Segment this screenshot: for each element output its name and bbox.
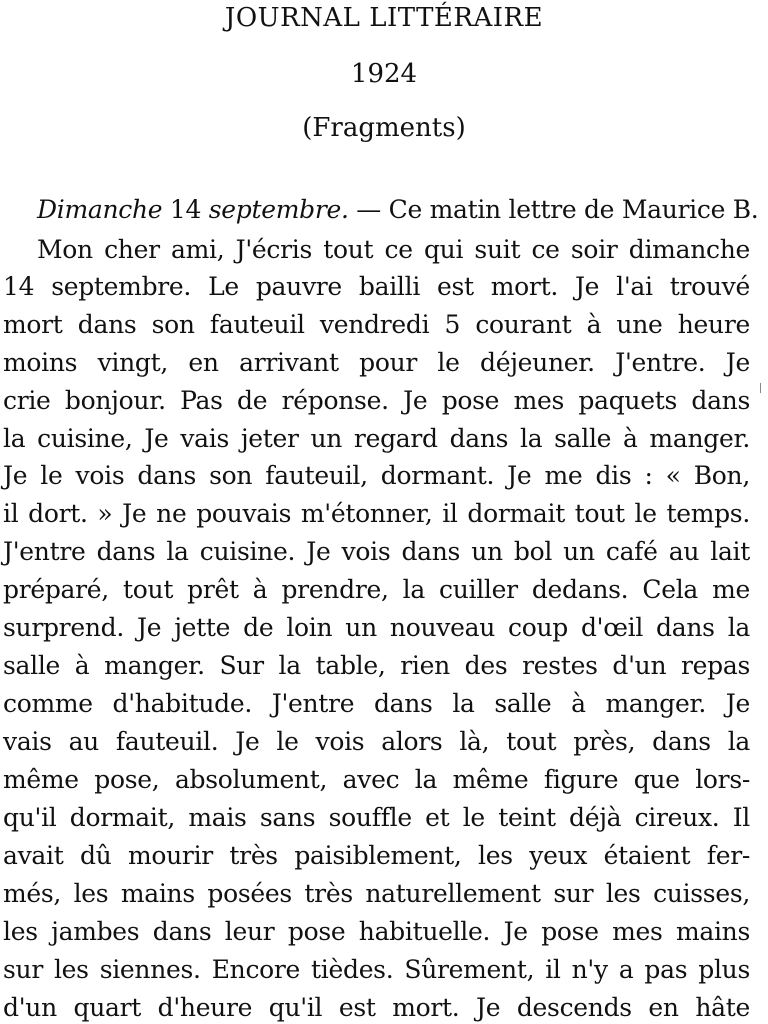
body-line: vais au fauteuil. Je le vois alors là, tout près, dans la xyxy=(3,727,750,756)
body-line: sur les siennes. Encore tièdes. Sûrement, il n'y a pas plus xyxy=(3,955,750,984)
body-line: même pose, absolument, avec la même figure que lors- xyxy=(3,765,750,794)
body-line: Mon cher ami, J'écris tout ce qui suit ce soir dimanche xyxy=(37,235,750,264)
body-line: 14 septembre. Le pauvre bailli est mort. Je l'ai trouvé xyxy=(3,272,750,301)
entry-date-line xyxy=(37,194,759,225)
journal-subtitle: (Fragments) xyxy=(302,113,466,143)
entry-date-day: Dimanche xyxy=(37,195,163,224)
body-line: moins vingt, en arrivant pour le déjeuner. J'entre. Je xyxy=(3,348,750,377)
body-line: crie bonjour. Pas de réponse. Je pose mes paquets dans xyxy=(3,386,750,415)
journal-year: 1924 xyxy=(350,59,418,89)
body-line: d'un quart d'heure qu'il est mort. Je descends en hâte xyxy=(3,993,750,1022)
entry-date-number: 14 xyxy=(162,195,209,224)
body-line: il dort. » Je ne pouvais m'étonner, il dormait tout le temps. xyxy=(3,499,750,528)
body-line: comme d'habitude. J'entre dans la salle à manger. Je xyxy=(3,689,750,718)
journal-title: JOURNAL LITTÉRAIRE xyxy=(224,3,544,33)
scan-artifact-mark xyxy=(760,383,761,393)
body-line: préparé, tout prêt à prendre, la cuiller dedans. Cela me xyxy=(3,575,750,604)
body-line: més, les mains posées très naturellement sur les cuisses, xyxy=(3,879,750,908)
body-line: salle à manger. Sur la table, rien des restes d'un repas xyxy=(3,651,750,680)
body-line: Je le vois dans son fauteuil, dormant. Je me dis : « Bon, xyxy=(3,461,750,490)
entry-date-month: septembre. xyxy=(208,195,349,224)
body-line: surprend. Je jette de loin un nouveau coup d'œil dans la xyxy=(3,613,750,642)
body-line: mort dans son fauteuil vendredi 5 courant à une heure xyxy=(3,310,750,339)
body-line: J'entre dans la cuisine. Je vois dans un bol un café au lait xyxy=(3,537,750,566)
entry-date-rest: — Ce matin lettre de Maurice B. xyxy=(348,195,759,224)
body-line: les jambes dans leur pose habituelle. Je pose mes mains xyxy=(3,917,750,946)
body-line: qu'il dormait, mais sans souffle et le teint déjà cireux. Il xyxy=(3,803,750,832)
body-line: avait dû mourir très paisiblement, les yeux étaient fer- xyxy=(3,841,750,870)
body-line: la cuisine, Je vais jeter un regard dans la salle à manger. xyxy=(3,424,750,453)
